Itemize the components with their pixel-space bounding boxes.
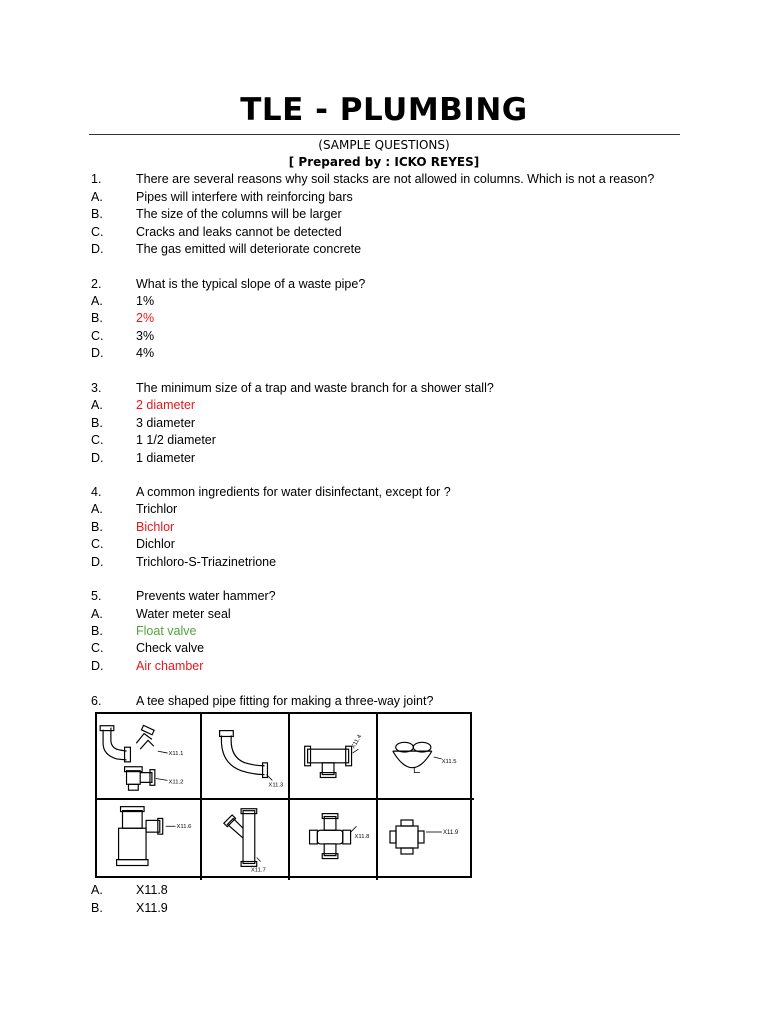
- choice-4b: [0, 519, 768, 536]
- choice-letter: D.: [91, 451, 104, 465]
- choice-5c: [0, 640, 768, 657]
- question-text: A common ingredients for water disinfectant, except for ?: [136, 485, 451, 499]
- choice-text-highlight: Float valve: [136, 624, 197, 638]
- label-x11-9: X11.9: [443, 830, 459, 836]
- question-1: [0, 171, 768, 188]
- choice-text: Trichloro-S-Triazinetrione: [136, 555, 277, 569]
- question-number: 3.: [91, 381, 102, 395]
- choice-text-answer: Air chamber: [136, 659, 204, 673]
- page-subtitle: (SAMPLE QUESTIONS): [318, 138, 450, 152]
- question-text: The minimum size of a trap and waste branch for a shower stall?: [136, 381, 494, 395]
- pipe-fittings-figure: [95, 712, 472, 878]
- choice-letter: C.: [91, 329, 104, 343]
- choice-text: 1 1/2 diameter: [136, 433, 216, 447]
- choice-text: 1 diameter: [136, 451, 196, 465]
- question-number: 5.: [91, 589, 102, 603]
- cross-reducer-drawing: [378, 800, 474, 880]
- choice-1b: [0, 206, 768, 223]
- choice-letter: C.: [91, 641, 104, 655]
- choice-text: X11.9: [136, 901, 168, 915]
- choice-letter: B.: [91, 207, 103, 221]
- fitting-reducer-tee-cell: [97, 800, 202, 880]
- fitting-double-cell: [378, 714, 474, 800]
- choice-text: 3 diameter: [136, 416, 196, 430]
- page-title: TLE - PLUMBING: [240, 92, 528, 128]
- choice-letter: A.: [91, 502, 103, 516]
- question-text: A tee shaped pipe fitting for making a three-way joint?: [136, 694, 434, 708]
- choice-letter: A.: [91, 294, 103, 308]
- choice-letter: B.: [91, 416, 103, 430]
- choice-text: 4%: [136, 346, 155, 360]
- label-x11-2: X11.2: [168, 779, 184, 786]
- choice-text: The gas emitted will deteriorate concrete: [136, 242, 362, 256]
- question-4: [0, 484, 768, 501]
- choice-2c: [0, 328, 768, 345]
- tee-drawing: [290, 714, 376, 798]
- question-number: 4.: [91, 485, 102, 499]
- choice-1c: [0, 224, 768, 241]
- fitting-wye-cell: [202, 800, 290, 880]
- choice-letter: D.: [91, 555, 104, 569]
- choice-text-answer: 2 diameter: [136, 398, 196, 412]
- label-x11-7: X11.7: [250, 867, 266, 874]
- question-3: [0, 380, 768, 397]
- choice-text-answer: 2%: [136, 311, 155, 325]
- choice-text: Check valve: [136, 641, 205, 655]
- cross-drawing: [290, 800, 376, 880]
- choice-letter: A.: [91, 607, 103, 621]
- choice-6a: [0, 882, 768, 899]
- choice-letter: B.: [91, 520, 103, 534]
- choice-2d: [0, 345, 768, 362]
- wye-drawing: [202, 800, 288, 880]
- question-5: [0, 588, 768, 605]
- choice-letter: D.: [91, 242, 104, 256]
- choice-6b: [0, 900, 768, 917]
- choice-4d: [0, 554, 768, 571]
- question-6: [0, 693, 768, 710]
- choice-letter: D.: [91, 659, 104, 673]
- choice-text-answer: Bichlor: [136, 520, 175, 534]
- choice-text: 3%: [136, 329, 155, 343]
- choice-3c: [0, 432, 768, 449]
- double-fitting-drawing: [378, 714, 474, 798]
- label-x11-6: X11.6: [176, 824, 192, 831]
- choice-3a: [0, 397, 768, 414]
- label-x11-5: X11.5: [441, 758, 457, 765]
- question-number: 2.: [91, 277, 102, 291]
- choice-letter: B.: [91, 311, 103, 325]
- question-text: What is the typical slope of a waste pipe?: [136, 277, 366, 291]
- question-2: [0, 276, 768, 293]
- elbow-fittings-drawing: [97, 714, 200, 798]
- choice-letter: A.: [91, 190, 103, 204]
- question-text: There are several reasons why soil stacks are not allowed in columns. Which is not a reason?: [136, 172, 655, 186]
- choice-1a: [0, 189, 768, 206]
- fitting-cross-cell: [290, 800, 378, 880]
- label-x11-1: X11.1: [168, 751, 184, 758]
- choice-text: Pipes will interfere with reinforcing bars: [136, 190, 353, 204]
- choice-letter: C.: [91, 433, 104, 447]
- choice-2b: [0, 310, 768, 327]
- author-credit: [ Prepared by : ICKO REYES]: [288, 155, 480, 169]
- choice-4c: [0, 536, 768, 553]
- choice-5b: [0, 623, 768, 640]
- choice-letter: A.: [91, 883, 103, 897]
- choice-text: Cracks and leaks cannot be detected: [136, 225, 342, 239]
- choice-letter: B.: [91, 624, 103, 638]
- fitting-tee-cell: [290, 714, 378, 800]
- choice-4a: [0, 501, 768, 518]
- fitting-elbows-cell: [97, 714, 202, 800]
- choice-letter: D.: [91, 346, 104, 360]
- choice-text: Trichlor: [136, 502, 178, 516]
- question-number: 1.: [91, 172, 102, 186]
- label-x11-8: X11.8: [354, 834, 370, 841]
- choice-1d: [0, 241, 768, 258]
- choice-3b: [0, 415, 768, 432]
- choice-3d: [0, 450, 768, 467]
- choice-letter: A.: [91, 398, 103, 412]
- question-text: Prevents water hammer?: [136, 589, 276, 603]
- fitting-bend-cell: [202, 714, 290, 800]
- choice-2a: [0, 293, 768, 310]
- label-x11-3: X11.3: [268, 782, 284, 789]
- choice-letter: C.: [91, 225, 104, 239]
- choice-5a: [0, 606, 768, 623]
- label-x11-4: X11.4: [350, 734, 364, 750]
- choice-5d: [0, 658, 768, 675]
- question-number: 6.: [91, 694, 102, 708]
- reducer-tee-drawing: [97, 800, 200, 880]
- choice-text: 1%: [136, 294, 155, 308]
- choice-letter: B.: [91, 901, 103, 915]
- long-bend-drawing: [202, 714, 288, 798]
- choice-text: X11.8: [136, 883, 168, 897]
- fitting-cross-reducer-cell: [378, 800, 474, 880]
- choice-letter: C.: [91, 537, 104, 551]
- title-divider: [89, 134, 680, 135]
- choice-text: Water meter seal: [136, 607, 231, 621]
- choice-text: Dichlor: [136, 537, 175, 551]
- choice-text: The size of the columns will be larger: [136, 207, 342, 221]
